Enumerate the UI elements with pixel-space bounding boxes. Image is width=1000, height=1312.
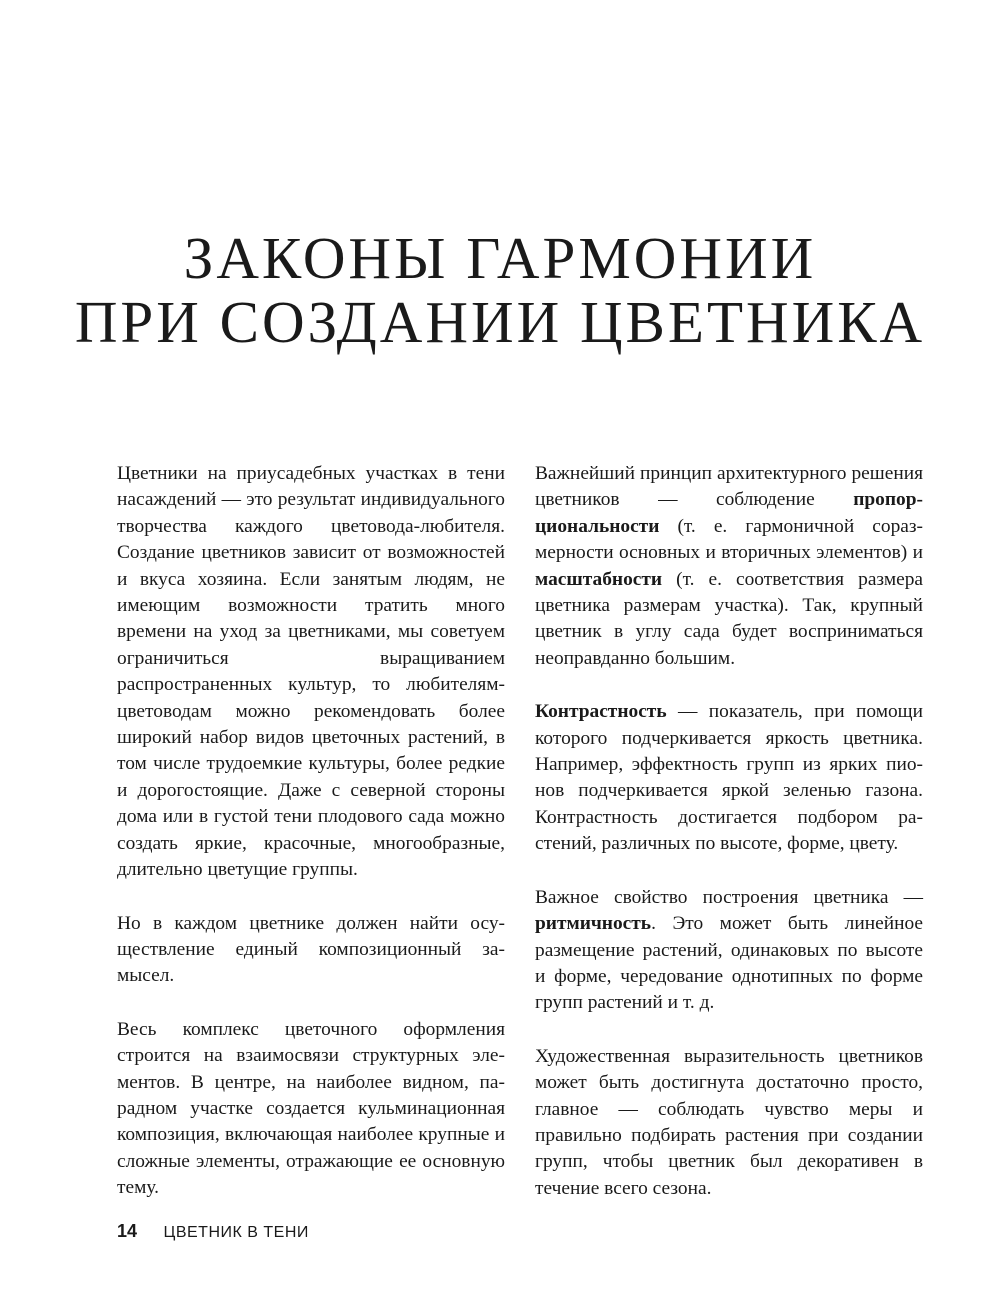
text-span: (т. е. гармоничной соразмерности основных и вторичных элементов) и [535, 515, 923, 564]
text-span: (т. е. соответствия размера цветника размерам участка). Так, крупный цветник в углу сада будет восприниматься неоправданно большим. [535, 568, 923, 669]
running-title: ЦВЕТНИК В ТЕНИ [163, 1224, 309, 1241]
term-proportionality: пропорциональности [535, 489, 923, 537]
page-footer [117, 1221, 309, 1245]
page-title [0, 226, 1000, 354]
paragraph-structural-elements: Весь комплекс цветочного оформления строится на взаимосвязи структурных элементов. В центре, на наиболее видном, парадном участке создается кульминационная композиция, включающая наиболее крупные и сложные элементы, отражающие ее основную тему. [117, 1018, 505, 1199]
paragraph-expressiveness: Художественная выразительность цветников может быть достигнута достаточно просто, главное — соблюдать чувство меры и правильно подбирать растения при создании групп, чтобы цветник был декоративен в течение всего сезона. [535, 1045, 923, 1199]
paragraph-proportionality [535, 461, 923, 672]
paragraph-intro: Цветники на приусадебных участках в тени насаждений — это результат индивидуального творчества каждого цветовода-любителя. Создание цветников зависит от возможностей и вкуса хозяина. Если занятым людям, не имеющим возможности тратить много времени на уход за цветниками, мы советуем ограничиться выращиванием распространенных культур, то любителям-цветоводам можно рекомендовать более широкий набор видов цветочных растений, в том числе трудоемкие культуры, более редкие и дорогостоящие. Даже с северной стороны дома или в густой тени плодового сада можно создать яркие, красочные, многообразные, длительно цветущие группы. [117, 463, 505, 881]
paragraph-contrast [535, 699, 923, 857]
paragraph-rhythm [535, 885, 923, 1017]
term-rhythm: ритмичность [535, 913, 652, 935]
page-number: 14 [117, 1221, 138, 1241]
text-span: . Это может быть линейное размещение растений, одинаковых по высоте и форме, чередование однотипных по форме групп растений и т. д. [535, 913, 923, 1014]
term-contrast: Контрастность [535, 701, 667, 723]
page-title-line-1: ЗАКОНЫ ГАРМОНИИ [183, 225, 817, 291]
right-column [535, 461, 923, 1229]
paragraph-composition-idea: Но в каждом цветнике должен найти осуществление единый композиционный замысел. [117, 912, 505, 987]
text-span: Важное свойство построения цветника — [535, 886, 923, 908]
text-span: Важнейший принцип архитектурного решения цветников — соблюдение [535, 463, 923, 511]
term-scale: масштабности [535, 568, 663, 590]
left-column [117, 461, 505, 1229]
page-title-line-2: ПРИ СОЗДАНИИ ЦВЕТНИКА [74, 289, 926, 355]
text-span: — показатель, при помощи которого подчеркивается яркость цветника. Например, эффектность групп из ярких пионов подчеркивается яркой зеленью газона. Контрастность достигается подбором растений, различных по высоте, форме, цвету. [535, 701, 923, 855]
